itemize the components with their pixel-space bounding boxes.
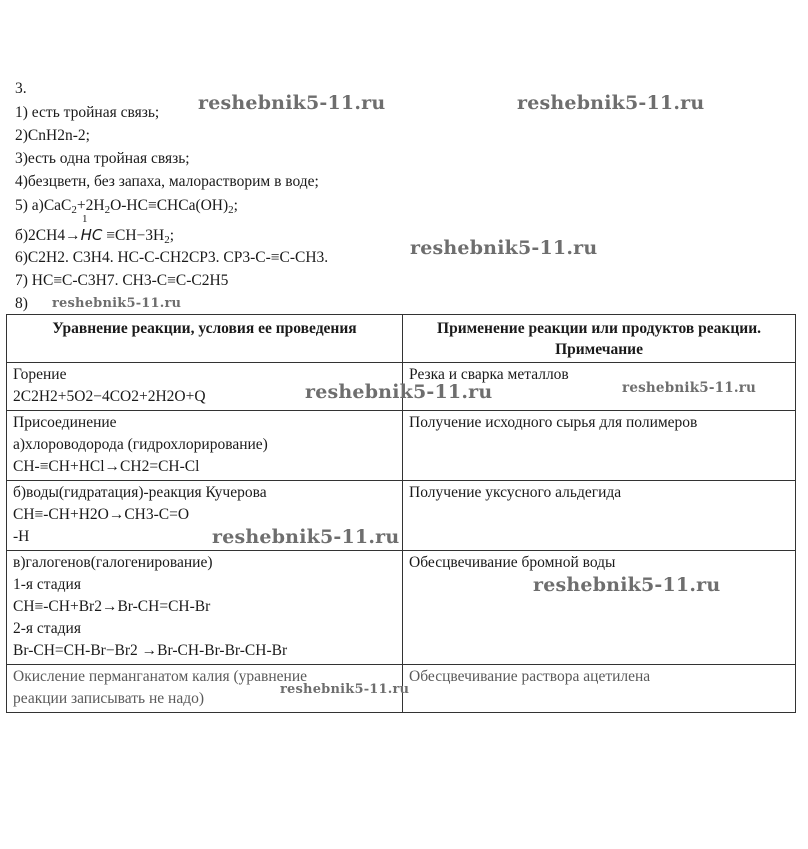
- answer-5a-end: ;: [233, 197, 238, 214]
- cell-line: CH-≡CH+HCl→CH2=CH-Cl: [13, 458, 200, 475]
- answer-5a-mid: +2H: [76, 197, 105, 214]
- answer-5b-suffix: ≡CH−3H: [102, 227, 165, 244]
- answer-5b-superscript: 1: [82, 213, 88, 225]
- answer-5b-prefix: б)2CH4→: [15, 227, 81, 244]
- cell-line: Обесцвечивание раствора ацетилена: [409, 668, 651, 685]
- cell-line: Получение уксусного альдегида: [409, 484, 622, 501]
- table-row: [7, 411, 796, 481]
- cell-line: Резка и сварка металлов: [409, 366, 569, 383]
- watermark: reshebnik5-11.ru: [212, 526, 400, 548]
- cell-line: CH≡-CH+H2O→CH3-C=O: [13, 506, 190, 523]
- watermark: reshebnik5-11.ru: [410, 237, 598, 259]
- answer-5b: [15, 225, 174, 250]
- watermark: reshebnik5-11.ru: [52, 296, 182, 311]
- cell-line: а)хлороводорода (гидрохлорирование): [13, 436, 268, 453]
- cell-line: реакции записывать не надо): [13, 690, 205, 707]
- task-number: 3.: [15, 80, 27, 97]
- cell-line: 1-я стадия: [13, 576, 81, 593]
- cell-line: 2C2H2+5O2−4CO2+2H2O+Q: [13, 388, 206, 405]
- row-5-application: [403, 665, 796, 713]
- answer-5a-prefix: 5) а)CaC: [15, 197, 72, 214]
- table-header-row: [7, 315, 796, 363]
- table-row: [7, 481, 796, 551]
- cell-line: Окисление перманганатом калия (уравнение: [13, 668, 307, 685]
- cell-line: -H: [13, 528, 30, 545]
- watermark: reshebnik5-11.ru: [622, 380, 757, 396]
- watermark: reshebnik5-11.ru: [305, 381, 493, 403]
- answer-5a-sub2: 2: [104, 204, 111, 216]
- watermark: reshebnik5-11.ru: [533, 574, 721, 596]
- answer-1: 1) есть тройная связь;: [15, 104, 160, 121]
- row-4-application: [403, 551, 796, 665]
- answer-5a-suffix: O-HC≡CHCa(OH): [110, 197, 229, 214]
- answer-5a: [15, 196, 238, 220]
- row-2-application: [403, 411, 796, 481]
- answer-5a-sub1: 2: [71, 204, 77, 216]
- row-4-equation: [7, 551, 403, 665]
- table-row: [7, 551, 796, 665]
- cell-line: б)воды(гидратация)-реакция Кучерова: [13, 484, 267, 501]
- header-equation: Уравнение реакции, условия ее проведения: [7, 315, 403, 363]
- row-2-equation: [7, 411, 403, 481]
- cell-line: Присоединение: [13, 414, 117, 431]
- cell-line: CH≡-CH+Br2→Br-CH=CH-Br: [13, 598, 211, 615]
- reactions-table: [6, 314, 796, 713]
- answer-5b-italic: HC: [80, 226, 103, 244]
- answer-4: 4)безцветн, без запаха, малорастворим в воде;: [15, 173, 319, 190]
- watermark: reshebnik5-11.ru: [198, 92, 386, 114]
- watermark: reshebnik5-11.ru: [280, 682, 410, 697]
- row-3-application: [403, 481, 796, 551]
- cell-line: в)галогенов(галогенирование): [13, 554, 213, 571]
- cell-line: 2-я стадия: [13, 620, 81, 637]
- answer-5b-end: ;: [169, 227, 175, 244]
- answer-5a-sub3: 2: [228, 204, 234, 216]
- header-application: Применение реакции или продуктов реакции. Примечание: [403, 315, 796, 363]
- answer-5b-sub: 2: [164, 234, 170, 246]
- answer-7: 7) HC≡C-C3H7. CH3-C≡C-C2H5: [15, 272, 229, 289]
- answer-8: 8): [15, 295, 28, 312]
- cell-line: Обесцвечивание бромной воды: [409, 554, 616, 571]
- answer-6: 6)C2H2. C3H4. HC-C-CH2CP3. CP3-C-≡C-CH3.: [15, 249, 329, 266]
- answer-2: 2)CnH2n-2;: [15, 127, 90, 144]
- watermark: reshebnik5-11.ru: [517, 92, 705, 114]
- cell-line: Горение: [13, 366, 67, 383]
- cell-line: Получение исходного сырья для полимеров: [409, 414, 698, 431]
- answer-3: 3)есть одна тройная связь;: [15, 150, 190, 167]
- cell-line: Br-CH=CH-Br−Br2 →Br-CH-Br-Br-CH-Br: [13, 642, 288, 659]
